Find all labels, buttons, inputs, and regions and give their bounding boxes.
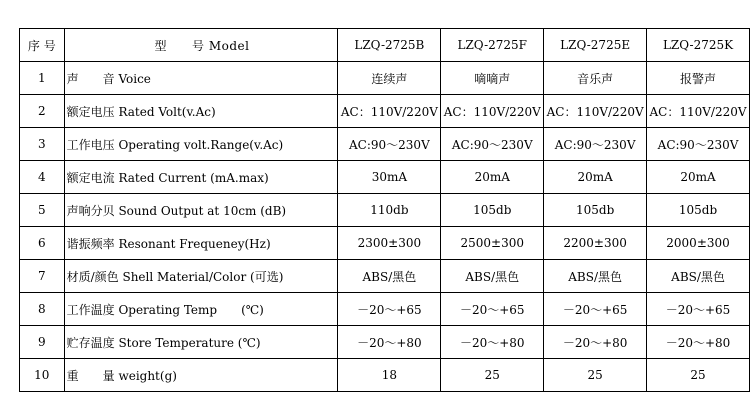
row-label: 贮存温度 Store Temperature (℃) bbox=[64, 326, 338, 359]
cell-value: 30mA bbox=[338, 161, 441, 194]
row-label: 额定电压 Rated Volt(v.Ac) bbox=[64, 95, 338, 128]
cell-value: 18 bbox=[338, 359, 441, 392]
row-label: 工作温度 Operating Temp (℃) bbox=[64, 293, 338, 326]
cell-value: 105db bbox=[441, 194, 544, 227]
cell-value: 2300±300 bbox=[338, 227, 441, 260]
cell-value: 105db bbox=[544, 194, 647, 227]
row-no: 8 bbox=[20, 293, 65, 326]
row-label: 谐振频率 Resonant Frequeney(Hz) bbox=[64, 227, 338, 260]
cell-value: 25 bbox=[544, 359, 647, 392]
row-no: 1 bbox=[20, 62, 65, 95]
cell-value: －20～+80 bbox=[544, 326, 647, 359]
row-store-temp bbox=[20, 326, 750, 359]
cell-value: 25 bbox=[441, 359, 544, 392]
row-shell-material bbox=[20, 260, 750, 293]
cell-value: 20mA bbox=[647, 161, 750, 194]
cell-value: ABS/黑色 bbox=[338, 260, 441, 293]
row-no: 7 bbox=[20, 260, 65, 293]
cell-value: 2500±300 bbox=[441, 227, 544, 260]
row-rated-volt bbox=[20, 95, 750, 128]
row-label: 声响分贝 Sound Output at 10cm (dB) bbox=[64, 194, 338, 227]
row-label: 声 音 Voice bbox=[64, 62, 338, 95]
cell-value: 110db bbox=[338, 194, 441, 227]
cell-value: －20～+80 bbox=[338, 326, 441, 359]
cell-value: AC：110V/220V bbox=[441, 95, 544, 128]
cell-value: ABS/黑色 bbox=[441, 260, 544, 293]
header-no: 序 号 bbox=[20, 29, 65, 62]
row-sound-output bbox=[20, 194, 750, 227]
cell-value: －20～+65 bbox=[647, 293, 750, 326]
cell-value: AC:90～230V bbox=[338, 128, 441, 161]
cell-value: AC:90～230V bbox=[544, 128, 647, 161]
row-no: 6 bbox=[20, 227, 65, 260]
row-no: 10 bbox=[20, 359, 65, 392]
cell-value: 嘀嘀声 bbox=[441, 62, 544, 95]
row-label: 工作电压 Operating volt.Range(v.Ac) bbox=[64, 128, 338, 161]
cell-value: 25 bbox=[647, 359, 750, 392]
cell-value: －20～+80 bbox=[441, 326, 544, 359]
header-model-label: 型 号 Model bbox=[64, 29, 338, 62]
cell-value: 20mA bbox=[544, 161, 647, 194]
header-model-f: LZQ-2725F bbox=[441, 29, 544, 62]
row-label: 重 量 weight(g) bbox=[64, 359, 338, 392]
row-no: 4 bbox=[20, 161, 65, 194]
row-label: 额定电流 Rated Current (mA.max) bbox=[64, 161, 338, 194]
header-model-b: LZQ-2725B bbox=[338, 29, 441, 62]
cell-value: 音乐声 bbox=[544, 62, 647, 95]
cell-value: －20～+65 bbox=[338, 293, 441, 326]
row-no: 3 bbox=[20, 128, 65, 161]
cell-value: ABS/黑色 bbox=[544, 260, 647, 293]
header-row bbox=[20, 29, 750, 62]
spec-table-body bbox=[20, 29, 750, 392]
row-no: 5 bbox=[20, 194, 65, 227]
cell-value: AC：110V/220V bbox=[544, 95, 647, 128]
header-model-e: LZQ-2725E bbox=[544, 29, 647, 62]
cell-value: 105db bbox=[647, 194, 750, 227]
row-resonant-frequency bbox=[20, 227, 750, 260]
header-model-k: LZQ-2725K bbox=[647, 29, 750, 62]
cell-value: 连续声 bbox=[338, 62, 441, 95]
cell-value: AC:90～230V bbox=[647, 128, 750, 161]
cell-value: －20～+65 bbox=[544, 293, 647, 326]
row-rated-current bbox=[20, 161, 750, 194]
row-label: 材质/颜色 Shell Material/Color (可选) bbox=[64, 260, 338, 293]
cell-value: －20～+80 bbox=[647, 326, 750, 359]
cell-value: 2200±300 bbox=[544, 227, 647, 260]
cell-value: 报警声 bbox=[647, 62, 750, 95]
cell-value: 20mA bbox=[441, 161, 544, 194]
cell-value: 2000±300 bbox=[647, 227, 750, 260]
row-voice bbox=[20, 62, 750, 95]
row-operating-volt bbox=[20, 128, 750, 161]
cell-value: ABS/黑色 bbox=[647, 260, 750, 293]
row-operating-temp bbox=[20, 293, 750, 326]
spec-table bbox=[19, 28, 750, 392]
cell-value: AC：110V/220V bbox=[338, 95, 441, 128]
row-no: 2 bbox=[20, 95, 65, 128]
row-weight bbox=[20, 359, 750, 392]
cell-value: AC：110V/220V bbox=[647, 95, 750, 128]
cell-value: －20～+65 bbox=[441, 293, 544, 326]
row-no: 9 bbox=[20, 326, 65, 359]
cell-value: AC:90～230V bbox=[441, 128, 544, 161]
